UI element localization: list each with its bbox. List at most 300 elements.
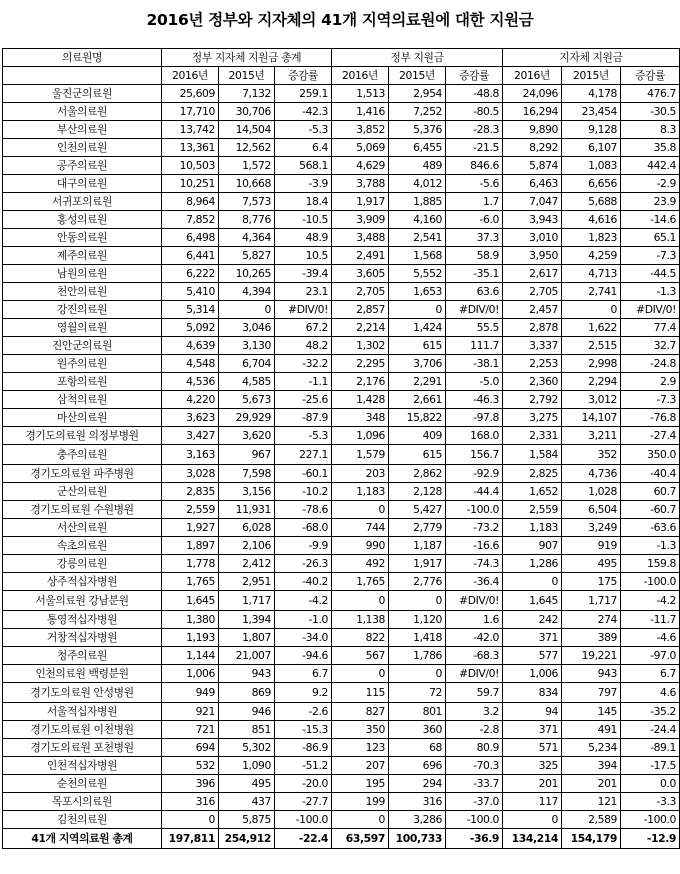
cell-gov-2016: 2,176: [332, 373, 389, 391]
cell-gov-2015: 1,653: [389, 283, 446, 301]
cell-local-change: -1.3: [621, 283, 680, 301]
cell-total-2015: 5,673: [219, 391, 275, 409]
cell-total-2015: 7,132: [219, 85, 275, 103]
cell-total-2016: 1,193: [162, 629, 219, 647]
cell-local-change: -100.0: [621, 811, 680, 829]
cell-local-2015: 175: [562, 573, 621, 591]
cell-name: 홍성의료원: [3, 211, 162, 229]
cell-gov-change: -100.0: [446, 501, 503, 519]
cell-name: 서귀포의료원: [3, 193, 162, 211]
cell-local-change: -63.6: [621, 519, 680, 537]
cell-total-2015: 1,807: [219, 629, 275, 647]
cell-local-2015: 3,211: [562, 427, 621, 445]
cell-total-2015: 5,827: [219, 247, 275, 265]
cell-gov-change: -42.0: [446, 629, 503, 647]
cell-total-2016: 532: [162, 757, 219, 775]
cell-gov-2016: 3,488: [332, 229, 389, 247]
cell-gov-2015: 316: [389, 793, 446, 811]
cell-gov-2016: 3,909: [332, 211, 389, 229]
cell-total-2016: 5,092: [162, 319, 219, 337]
cell-gov-2015: 7,252: [389, 103, 446, 121]
cell-total-2016: 1,380: [162, 611, 219, 629]
cell-gov-2015: 1,187: [389, 537, 446, 555]
cell-total-2015: 7,573: [219, 193, 275, 211]
cell-gov-2016: 990: [332, 537, 389, 555]
total-cell-total-2015: 254,912: [219, 829, 275, 849]
cell-gov-change: 3.2: [446, 703, 503, 721]
cell-gov-2015: 1,568: [389, 247, 446, 265]
table-body: [3, 85, 680, 849]
cell-gov-change: -36.4: [446, 573, 503, 591]
cell-gov-2016: 3,852: [332, 121, 389, 139]
cell-total-change: -51.2: [275, 757, 332, 775]
header-group-government: 정부 지원금: [332, 49, 503, 67]
cell-name: 제주의료원: [3, 247, 162, 265]
table-row: [3, 337, 680, 355]
cell-local-change: -1.3: [621, 537, 680, 555]
cell-gov-2015: 0: [389, 301, 446, 319]
cell-local-change: -11.7: [621, 611, 680, 629]
cell-total-change: -40.2: [275, 573, 332, 591]
table-row: [3, 683, 680, 703]
table-row: [3, 465, 680, 483]
cell-gov-change: -5.0: [446, 373, 503, 391]
cell-local-change: -17.5: [621, 757, 680, 775]
cell-local-change: -7.3: [621, 247, 680, 265]
cell-local-2015: 4,178: [562, 85, 621, 103]
cell-total-change: 48.2: [275, 337, 332, 355]
cell-total-change: -4.2: [275, 591, 332, 611]
table-row: [3, 355, 680, 373]
cell-total-2015: 851: [219, 721, 275, 739]
cell-gov-2016: 0: [332, 811, 389, 829]
cell-name: 경기도의료원 수원병원: [3, 501, 162, 519]
cell-gov-2016: 2,295: [332, 355, 389, 373]
cell-local-change: -44.5: [621, 265, 680, 283]
cell-name: 충주의료원: [3, 445, 162, 465]
cell-gov-2015: 4,012: [389, 175, 446, 193]
cell-gov-2016: 2,857: [332, 301, 389, 319]
cell-local-change: -4.6: [621, 629, 680, 647]
cell-gov-2016: 2,214: [332, 319, 389, 337]
cell-total-change: 259.1: [275, 85, 332, 103]
cell-local-2015: 145: [562, 703, 621, 721]
table-row: [3, 757, 680, 775]
cell-gov-2016: 203: [332, 465, 389, 483]
cell-total-2015: 946: [219, 703, 275, 721]
cell-total-2015: 2,106: [219, 537, 275, 555]
cell-local-2016: 907: [503, 537, 562, 555]
cell-total-change: -15.3: [275, 721, 332, 739]
table-row: [3, 139, 680, 157]
cell-total-2015: 8,776: [219, 211, 275, 229]
header-2015: 2015년: [219, 67, 275, 85]
cell-local-change: -3.3: [621, 793, 680, 811]
cell-name: 서산의료원: [3, 519, 162, 537]
table-row: [3, 519, 680, 537]
total-cell-name: 41개 지역의료원 총계: [3, 829, 162, 849]
cell-local-change: -35.2: [621, 703, 680, 721]
cell-gov-2015: 1,917: [389, 555, 446, 573]
header-group-local: 지자체 지원금: [503, 49, 680, 67]
cell-total-change: -1.1: [275, 373, 332, 391]
cell-local-change: 8.3: [621, 121, 680, 139]
cell-local-2016: 2,705: [503, 283, 562, 301]
cell-gov-2016: 492: [332, 555, 389, 573]
cell-local-change: 442.4: [621, 157, 680, 175]
cell-name: 상주적십자병원: [3, 573, 162, 591]
table-row: [3, 721, 680, 739]
cell-local-change: 65.1: [621, 229, 680, 247]
table-row: [3, 319, 680, 337]
cell-local-2016: 2,878: [503, 319, 562, 337]
cell-total-2015: 10,668: [219, 175, 275, 193]
cell-local-2016: 0: [503, 573, 562, 591]
cell-local-change: -97.0: [621, 647, 680, 665]
header-2015: 2015년: [389, 67, 446, 85]
cell-total-change: -42.3: [275, 103, 332, 121]
cell-total-change: 23.1: [275, 283, 332, 301]
cell-total-2016: 5,410: [162, 283, 219, 301]
cell-gov-2016: 1,513: [332, 85, 389, 103]
cell-local-2016: 3,943: [503, 211, 562, 229]
total-cell-gov-change: -36.9: [446, 829, 503, 849]
cell-gov-2015: 3,706: [389, 355, 446, 373]
table-row: [3, 555, 680, 573]
header-row-groups: [3, 49, 680, 67]
cell-total-change: 67.2: [275, 319, 332, 337]
cell-gov-2016: 1,183: [332, 483, 389, 501]
cell-local-2015: 1,622: [562, 319, 621, 337]
cell-name: 경기도의료원 의정부병원: [3, 427, 162, 445]
cell-gov-2015: 1,786: [389, 647, 446, 665]
cell-total-2016: 2,835: [162, 483, 219, 501]
table-row: [3, 483, 680, 501]
cell-gov-2015: 615: [389, 337, 446, 355]
cell-gov-2015: 2,862: [389, 465, 446, 483]
cell-gov-change: -74.3: [446, 555, 503, 573]
cell-gov-2015: 2,661: [389, 391, 446, 409]
cell-local-change: 476.7: [621, 85, 680, 103]
cell-local-2015: 4,259: [562, 247, 621, 265]
cell-gov-2015: 2,776: [389, 573, 446, 591]
cell-gov-change: -16.6: [446, 537, 503, 555]
cell-local-2015: 2,741: [562, 283, 621, 301]
cell-gov-change: #DIV/0!: [446, 301, 503, 319]
cell-gov-2015: 360: [389, 721, 446, 739]
cell-total-2015: 21,007: [219, 647, 275, 665]
cell-total-2015: 1,572: [219, 157, 275, 175]
cell-gov-change: 37.3: [446, 229, 503, 247]
cell-local-2015: 919: [562, 537, 621, 555]
cell-local-2015: 3,012: [562, 391, 621, 409]
cell-name: 삼척의료원: [3, 391, 162, 409]
cell-name: 서울의료원 강남분원: [3, 591, 162, 611]
page-title: 2016년 정부와 지자체의 41개 지역의료원에 대한 지원금: [146, 11, 534, 29]
cell-total-change: -32.2: [275, 355, 332, 373]
cell-total-change: -78.6: [275, 501, 332, 519]
cell-gov-2015: 2,128: [389, 483, 446, 501]
table-row: [3, 247, 680, 265]
cell-local-2016: 242: [503, 611, 562, 629]
cell-total-2016: 1,927: [162, 519, 219, 537]
cell-total-2015: 495: [219, 775, 275, 793]
cell-gov-2015: 2,291: [389, 373, 446, 391]
cell-local-2016: 2,253: [503, 355, 562, 373]
table-row: [3, 573, 680, 591]
cell-local-2016: 3,010: [503, 229, 562, 247]
cell-local-change: 350.0: [621, 445, 680, 465]
cell-local-2015: 6,656: [562, 175, 621, 193]
cell-gov-change: -5.6: [446, 175, 503, 193]
cell-total-2016: 13,361: [162, 139, 219, 157]
cell-gov-2015: 2,541: [389, 229, 446, 247]
cell-gov-2015: 1,424: [389, 319, 446, 337]
cell-name: 인천의료원: [3, 139, 162, 157]
cell-gov-2016: 1,416: [332, 103, 389, 121]
cell-total-2015: 3,130: [219, 337, 275, 355]
cell-name: 남원의료원: [3, 265, 162, 283]
cell-local-2016: 6,463: [503, 175, 562, 193]
cell-gov-2015: 0: [389, 665, 446, 683]
header-name: 의료원명: [3, 49, 162, 67]
cell-gov-2016: 1,428: [332, 391, 389, 409]
cell-total-2015: 1,090: [219, 757, 275, 775]
cell-local-change: -100.0: [621, 573, 680, 591]
table-row: [3, 175, 680, 193]
cell-gov-2015: 409: [389, 427, 446, 445]
cell-local-2016: 201: [503, 775, 562, 793]
cell-gov-2015: 489: [389, 157, 446, 175]
cell-total-2015: 4,394: [219, 283, 275, 301]
cell-local-2015: 1,028: [562, 483, 621, 501]
cell-gov-2015: 15,822: [389, 409, 446, 427]
cell-local-2016: 371: [503, 629, 562, 647]
cell-local-2015: 274: [562, 611, 621, 629]
cell-local-2015: 389: [562, 629, 621, 647]
cell-gov-change: 59.7: [446, 683, 503, 703]
cell-total-2015: 0: [219, 301, 275, 319]
cell-name: 김천의료원: [3, 811, 162, 829]
cell-local-2016: 94: [503, 703, 562, 721]
cell-gov-change: 156.7: [446, 445, 503, 465]
table-row: [3, 665, 680, 683]
cell-local-2016: 371: [503, 721, 562, 739]
cell-local-change: 6.7: [621, 665, 680, 683]
cell-gov-2015: 5,552: [389, 265, 446, 283]
cell-total-2015: 29,929: [219, 409, 275, 427]
table-row: [3, 301, 680, 319]
cell-gov-2015: 0: [389, 591, 446, 611]
cell-total-2016: 10,251: [162, 175, 219, 193]
table-row: [3, 811, 680, 829]
cell-total-2015: 7,598: [219, 465, 275, 483]
total-cell-total-change: -22.4: [275, 829, 332, 849]
cell-local-2015: 9,128: [562, 121, 621, 139]
cell-total-2016: 694: [162, 739, 219, 757]
cell-name: 거창적십자병원: [3, 629, 162, 647]
cell-local-2015: 121: [562, 793, 621, 811]
cell-local-2015: 943: [562, 665, 621, 683]
cell-local-2016: 9,890: [503, 121, 562, 139]
table-row: [3, 537, 680, 555]
cell-local-2015: 201: [562, 775, 621, 793]
cell-local-change: -14.6: [621, 211, 680, 229]
cell-local-2016: 1,183: [503, 519, 562, 537]
cell-gov-2015: 294: [389, 775, 446, 793]
table-row: [3, 591, 680, 611]
cell-local-2016: 1,584: [503, 445, 562, 465]
cell-local-2016: 0: [503, 811, 562, 829]
cell-total-2016: 3,427: [162, 427, 219, 445]
cell-total-2016: 6,441: [162, 247, 219, 265]
cell-total-2015: 10,265: [219, 265, 275, 283]
cell-local-change: 2.9: [621, 373, 680, 391]
cell-gov-2016: 0: [332, 591, 389, 611]
cell-total-change: -86.9: [275, 739, 332, 757]
cell-gov-2016: 115: [332, 683, 389, 703]
cell-total-2016: 10,503: [162, 157, 219, 175]
cell-total-change: -20.0: [275, 775, 332, 793]
table-row: [3, 193, 680, 211]
cell-name: 영월의료원: [3, 319, 162, 337]
cell-gov-change: 168.0: [446, 427, 503, 445]
cell-gov-2016: 2,705: [332, 283, 389, 301]
cell-gov-2015: 1,885: [389, 193, 446, 211]
cell-name: 경기도의료원 파주병원: [3, 465, 162, 483]
cell-total-change: -9.9: [275, 537, 332, 555]
table-row: [3, 391, 680, 409]
cell-local-2015: 5,688: [562, 193, 621, 211]
cell-name: 천안의료원: [3, 283, 162, 301]
cell-total-2015: 967: [219, 445, 275, 465]
cell-gov-change: 55.5: [446, 319, 503, 337]
cell-local-2015: 6,107: [562, 139, 621, 157]
cell-total-2016: 5,314: [162, 301, 219, 319]
cell-gov-2016: 4,629: [332, 157, 389, 175]
cell-gov-2015: 1,418: [389, 629, 446, 647]
cell-gov-change: -44.4: [446, 483, 503, 501]
cell-name: 목포시의료원: [3, 793, 162, 811]
cell-local-2016: 2,331: [503, 427, 562, 445]
cell-local-2016: 2,792: [503, 391, 562, 409]
cell-total-2015: 4,364: [219, 229, 275, 247]
cell-gov-change: -68.3: [446, 647, 503, 665]
header-group-total: 정부 지자체 지원금 총계: [162, 49, 332, 67]
cell-local-change: 35.8: [621, 139, 680, 157]
table-row: [3, 445, 680, 465]
cell-local-2016: 834: [503, 683, 562, 703]
cell-total-2016: 17,710: [162, 103, 219, 121]
table-row: [3, 373, 680, 391]
cell-gov-2016: 822: [332, 629, 389, 647]
cell-local-change: -7.3: [621, 391, 680, 409]
cell-total-change: -26.3: [275, 555, 332, 573]
cell-local-2015: 1,083: [562, 157, 621, 175]
cell-name: 경기도의료원 안성병원: [3, 683, 162, 703]
cell-local-2016: 2,360: [503, 373, 562, 391]
cell-name: 울진군의료원: [3, 85, 162, 103]
cell-gov-2015: 5,376: [389, 121, 446, 139]
cell-total-2015: 1,394: [219, 611, 275, 629]
cell-local-change: -40.4: [621, 465, 680, 483]
total-cell-gov-2016: 63,597: [332, 829, 389, 849]
cell-total-2015: 6,704: [219, 355, 275, 373]
cell-total-2015: 437: [219, 793, 275, 811]
cell-total-change: -87.9: [275, 409, 332, 427]
header-row-years: [3, 67, 680, 85]
total-cell-total-2016: 197,811: [162, 829, 219, 849]
cell-local-2015: 5,234: [562, 739, 621, 757]
total-cell-local-2015: 154,179: [562, 829, 621, 849]
cell-total-2016: 1,897: [162, 537, 219, 555]
cell-gov-change: -37.0: [446, 793, 503, 811]
cell-gov-2016: 567: [332, 647, 389, 665]
cell-gov-2016: 207: [332, 757, 389, 775]
cell-gov-change: -92.9: [446, 465, 503, 483]
table-row: [3, 211, 680, 229]
total-cell-gov-2015: 100,733: [389, 829, 446, 849]
cell-local-change: -76.8: [621, 409, 680, 427]
cell-gov-2016: 1,917: [332, 193, 389, 211]
cell-total-change: #DIV/0!: [275, 301, 332, 319]
cell-name: 진안군의료원: [3, 337, 162, 355]
cell-name: 안동의료원: [3, 229, 162, 247]
cell-total-change: -94.6: [275, 647, 332, 665]
cell-gov-change: -70.3: [446, 757, 503, 775]
cell-gov-2015: 6,455: [389, 139, 446, 157]
cell-gov-change: -97.8: [446, 409, 503, 427]
cell-total-change: 18.4: [275, 193, 332, 211]
table-row: [3, 703, 680, 721]
cell-total-2015: 5,875: [219, 811, 275, 829]
cell-gov-change: #DIV/0!: [446, 591, 503, 611]
cell-local-change: -60.7: [621, 501, 680, 519]
header-change: 증감률: [621, 67, 680, 85]
cell-gov-2015: 5,427: [389, 501, 446, 519]
cell-total-2016: 3,163: [162, 445, 219, 465]
cell-total-2016: 1,006: [162, 665, 219, 683]
cell-local-change: -30.5: [621, 103, 680, 121]
cell-local-2015: 4,713: [562, 265, 621, 283]
cell-total-change: -1.0: [275, 611, 332, 629]
table-row: [3, 229, 680, 247]
cell-gov-2015: 1,120: [389, 611, 446, 629]
table-row: [3, 501, 680, 519]
cell-total-2015: 5,302: [219, 739, 275, 757]
cell-local-change: -4.2: [621, 591, 680, 611]
cell-name: 서울적십자병원: [3, 703, 162, 721]
cell-local-2016: 325: [503, 757, 562, 775]
cell-local-2015: 2,998: [562, 355, 621, 373]
table-row: [3, 629, 680, 647]
cell-name: 대구의료원: [3, 175, 162, 193]
cell-total-2015: 2,412: [219, 555, 275, 573]
table-row: [3, 103, 680, 121]
cell-gov-2016: 123: [332, 739, 389, 757]
table-row: [3, 85, 680, 103]
cell-gov-change: -21.5: [446, 139, 503, 157]
table-row: [3, 647, 680, 665]
cell-total-2016: 316: [162, 793, 219, 811]
cell-total-2016: 1,778: [162, 555, 219, 573]
cell-total-2016: 4,639: [162, 337, 219, 355]
total-row: [3, 829, 680, 849]
cell-gov-2016: 199: [332, 793, 389, 811]
cell-total-change: 10.5: [275, 247, 332, 265]
cell-local-2015: 491: [562, 721, 621, 739]
cell-gov-2016: 744: [332, 519, 389, 537]
